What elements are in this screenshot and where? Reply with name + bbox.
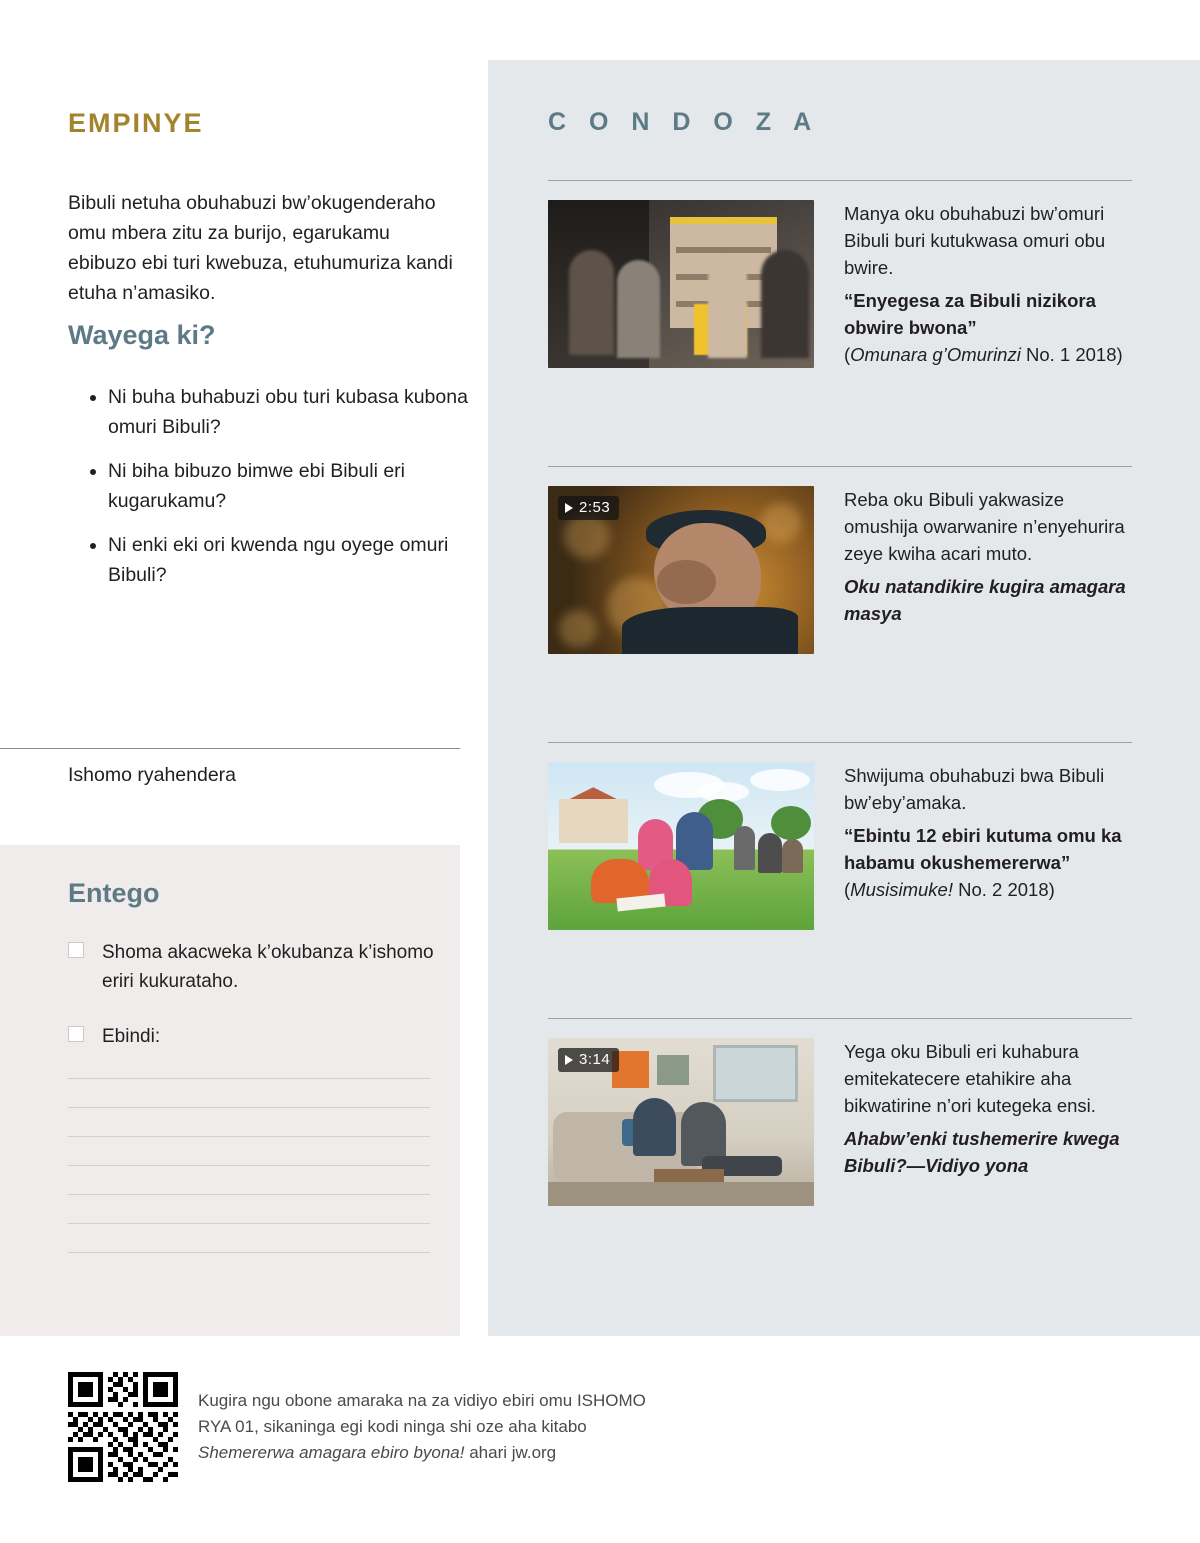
citation-close: ) <box>1048 879 1055 900</box>
checkbox[interactable] <box>68 1026 84 1042</box>
qr-code[interactable] <box>68 1372 178 1482</box>
ruled-line <box>68 1252 430 1253</box>
entry-title: “Ebintu 12 ebiri kutuma omu ka habamu okushemererwa” <box>844 825 1122 873</box>
footer-line-2: RYA 01, sikaninga egi kodi ninga shi oze aha kitabo <box>198 1417 587 1436</box>
ruled-line <box>68 1223 430 1224</box>
entry-lead: Reba oku Bibuli yakwasize omushija owarwanire n’enyehurira zeye kwiha acari muto. <box>844 489 1125 564</box>
video-duration-badge <box>558 496 619 520</box>
learn-what-heading: Wayega ki? <box>68 320 216 350</box>
divider <box>0 748 460 749</box>
ruled-line <box>68 1136 430 1137</box>
footer-note <box>198 1388 898 1466</box>
citation-issue: No. 2 2018 <box>952 879 1049 900</box>
citation-publication: Omunara g’Omurinzi <box>850 344 1021 365</box>
entry-citation <box>844 876 1132 903</box>
citation-issue: No. 1 2018 <box>1020 344 1117 365</box>
divider <box>548 742 1132 743</box>
footer-website: ahari jw.org <box>464 1443 557 1462</box>
entry-citation <box>844 341 1132 368</box>
citation-open: ( <box>844 879 851 900</box>
citation-publication: Musisimuke! <box>850 879 953 900</box>
citation-open: ( <box>844 344 851 365</box>
entry-text <box>844 1038 1132 1179</box>
entry-text <box>844 762 1132 903</box>
play-icon <box>565 503 573 513</box>
entry-title: “Enyegesa za Bibuli nizikora obwire bwona” <box>844 290 1096 338</box>
divider <box>548 1018 1132 1019</box>
goal-item-label: Shoma akacweka k’okubanza k’ishomo eriri kukurataho. <box>102 942 434 992</box>
divider <box>548 180 1132 181</box>
ruled-line <box>68 1165 430 1166</box>
goal-item-1[interactable] <box>68 938 448 996</box>
divider <box>548 466 1132 467</box>
footer-publication-title: Shemererwa amagara ebiro byona! <box>198 1443 465 1462</box>
artwork <box>548 200 814 368</box>
page-title: EMPINYE <box>68 108 204 138</box>
entry-lead: Shwijuma obuhabuzi bwa Bibuli bw’eby’amaka. <box>844 765 1105 813</box>
checkbox[interactable] <box>68 942 84 958</box>
list-item: • Ni biha bibuzo bimwe ebi Bibuli eri kugarukamu? <box>108 456 474 516</box>
illustration-family-outdoors[interactable] <box>548 762 814 930</box>
write-in-lines[interactable] <box>68 1078 430 1281</box>
photo-literature-cart[interactable] <box>548 200 814 368</box>
play-icon <box>565 1055 573 1065</box>
footer-line-3 <box>198 1440 898 1466</box>
video-thumbnail-man-beret[interactable] <box>548 486 814 654</box>
goal-heading: Entego <box>68 878 160 908</box>
entry-title: Ahabw’enki tushemerire kwega Bibuli?—Vidiyo yona <box>844 1128 1120 1176</box>
entry-text <box>844 200 1132 368</box>
intro-paragraph: Bibuli netuha obuhabuzi bw’okugenderaho omu mbera zitu za burijo, egarukamu ebibuzo ebi turi kwebuza, etuhumuriza kandi etuha n’amasiko. <box>68 191 453 304</box>
reading-note: Ishomo ryahendera <box>68 764 237 786</box>
list-item: • Ni buha buhabuzi obu turi kubasa kubona omuri Bibuli? <box>108 382 474 442</box>
goal-item-label: Ebindi: <box>102 1026 161 1047</box>
goal-item-2[interactable] <box>68 1022 448 1051</box>
list-item: • Ni enki eki ori kwenda ngu oyege omuri Bibuli? <box>108 530 474 590</box>
ruled-line <box>68 1078 430 1079</box>
artwork <box>548 762 814 930</box>
ruled-line <box>68 1107 430 1108</box>
entry-text <box>844 486 1132 627</box>
footer-line-1: Kugira ngu obone amaraka na za vidiyo ebiri omu ISHOMO <box>198 1391 646 1410</box>
study-section-heading: C O N D O Z A <box>548 108 820 136</box>
video-thumbnail-couple-reading[interactable] <box>548 1038 814 1206</box>
entry-title: Oku natandikire kugira amagara masya <box>844 576 1126 624</box>
left-column <box>0 0 488 1336</box>
citation-close: ) <box>1116 344 1123 365</box>
question-list <box>82 382 474 604</box>
video-duration-badge <box>558 1048 619 1072</box>
ruled-line <box>68 1194 430 1195</box>
entry-lead: Yega oku Bibuli eri kuhabura emitekatecere etahikire aha bikwatirine n’ori kutegeka ensi. <box>844 1041 1096 1116</box>
duration-label: 3:14 <box>579 1051 611 1068</box>
duration-label: 2:53 <box>579 499 611 516</box>
entry-lead: Manya oku obuhabuzi bw’omuri Bibuli buri kutukwasa omuri obu bwire. <box>844 203 1106 278</box>
